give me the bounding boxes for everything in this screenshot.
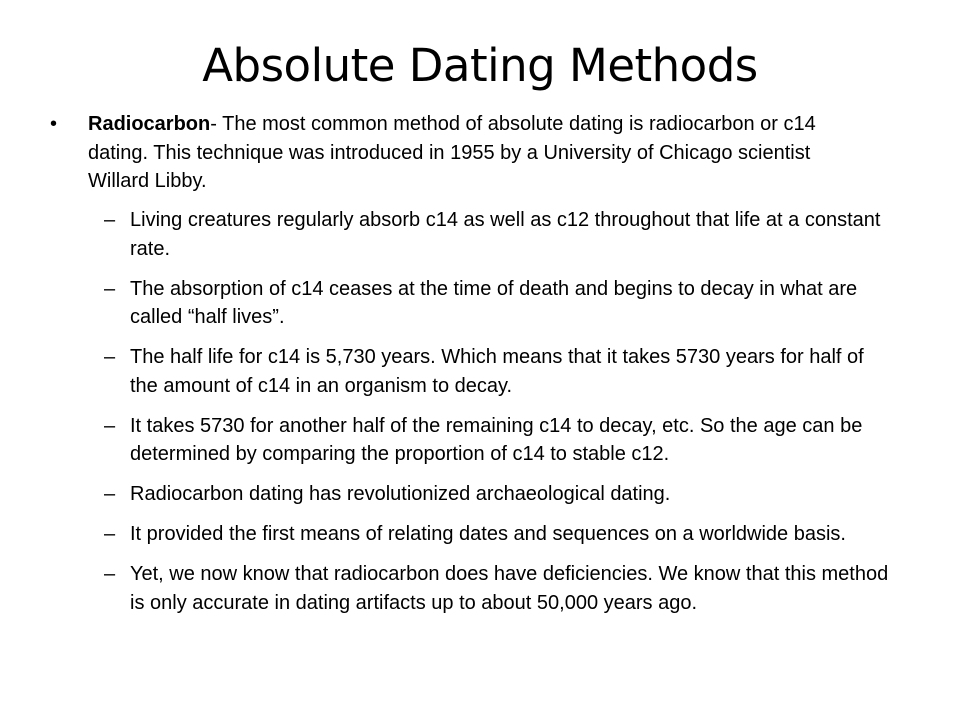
sub-bullet-item xyxy=(104,206,890,263)
sub-bullet-text: The absorption of c14 ceases at the time of death and begins to decay in what are called “half lives”. xyxy=(130,277,858,328)
sub-bullet-text: It provided the first means of relating dates and sequences on a worldwide basis. xyxy=(130,523,846,545)
sub-bullet-item xyxy=(104,275,890,332)
sub-bullet-item xyxy=(104,520,890,549)
sub-bullet-text: It takes 5730 for another half of the remaining c14 to decay, etc. So the age can be determined by comparing the proportion of c14 to stable c12. xyxy=(130,414,863,465)
sub-bullet-item xyxy=(104,412,890,469)
dash-marker: – xyxy=(104,483,116,505)
bullet-marker: • xyxy=(50,113,58,135)
sub-bullet-text: Radiocarbon dating has revolutionized archaeological dating. xyxy=(130,483,671,505)
bullet-body: - The most common method of absolute dating is radiocarbon or c14 dating. This technique was introduced in 1955 by a University of Chicago scientist Willard Libby. xyxy=(88,113,816,192)
sub-bullet-list xyxy=(104,206,890,629)
sub-bullet-text: The half life for c14 is 5,730 years. Which means that it takes 5730 years for half of the amount of c14 in an organism to decay. xyxy=(130,346,864,397)
dash-marker: – xyxy=(104,563,116,585)
dash-marker: – xyxy=(104,209,116,231)
sub-bullet-text: Living creatures regularly absorb c14 as well as c12 throughout that life at a constant rate. xyxy=(130,209,881,260)
dash-marker: – xyxy=(104,277,116,300)
dash-marker: – xyxy=(104,523,116,545)
sub-bullet-item xyxy=(104,480,890,509)
main-bullet xyxy=(50,110,854,196)
main-bullet-text xyxy=(88,110,858,196)
sub-bullet-item xyxy=(104,343,890,400)
sub-bullet-item xyxy=(104,560,890,617)
bullet-lead-term: Radiocarbon xyxy=(88,113,211,135)
dash-marker: – xyxy=(104,414,116,437)
dash-marker: – xyxy=(104,346,116,368)
slide-title: Absolute Dating Methods xyxy=(202,39,758,92)
sub-bullet-text: Yet, we now know that radiocarbon does have deficiencies. We know that this method is only accurate in dating artifacts up to about 50,000 years ago. xyxy=(130,563,889,614)
